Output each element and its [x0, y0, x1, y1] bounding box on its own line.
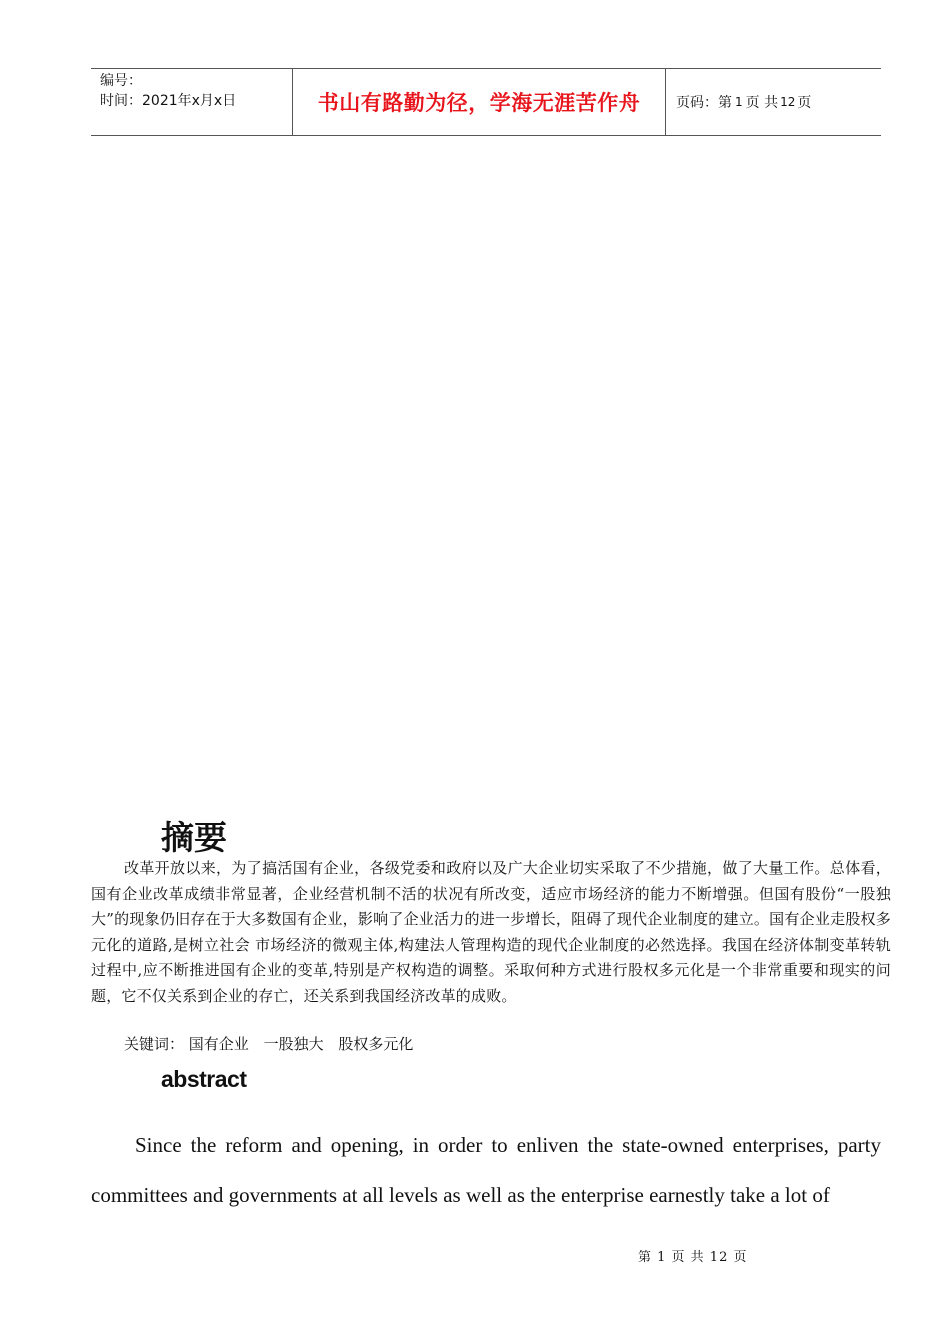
page-label-prefix: 页码：第 [676, 95, 732, 111]
abstract-english-heading: abstract [161, 1066, 247, 1092]
keywords-line [124, 1033, 423, 1054]
header-page-info [666, 69, 881, 135]
page-footer: 第 1 页 共 12 页 [638, 1250, 748, 1265]
document-header [91, 68, 881, 136]
page-total: 12 [780, 95, 796, 109]
page-label-mid: 页 共 [745, 95, 779, 111]
header-meta [91, 69, 293, 135]
page-current: 1 [735, 95, 743, 109]
keyword-item: 国有企业 [188, 1035, 249, 1053]
keywords-label: 关键词： [124, 1035, 185, 1053]
abstract-english [91, 1120, 881, 1220]
abstract-title: 摘要 [161, 818, 227, 857]
abstract-chinese-paragraph: 改革开放以来，为了搞活国有企业，各级党委和政府以及广大企业切实采取了不少措施，做了大量工作。总体看，国有企业改革成绩非常显著，企业经营机制不活的状况有所改变，适应市场经济的能力不断增强。但国有股份“一股独大”的现象仍旧存在于大多数国有企业，影响了企业活力的进一步增长，阻碍了现代企业制度的建立。国有企业走股权多元化的道路,是树立社会 市场经济的微观主体,构建法人管理构造的现代企业制度的必然选择。我国在经济体制变革转轨过程中,应不断推进国有企业的变革,特别是产权构造的调整。采取何种方式进行股权多元化是一个非常重要和现实的问题，它不仅关系到企业的存亡，还关系到我国经济改革的成败。 [91, 859, 891, 1005]
document-number-label: 编号： [100, 73, 142, 89]
keyword-item: 一股独大 [263, 1035, 324, 1053]
abstract-chinese [91, 856, 891, 1009]
header-motto: 书山有路勤为径，学海无涯苦作舟 [293, 69, 666, 135]
keyword-item: 股权多元化 [338, 1035, 414, 1053]
document-time-label: 时间：2021年x月x日 [100, 93, 237, 109]
abstract-english-paragraph: Since the reform and opening, in order to enliven the state-owned enterprises, party committees and governments at all levels as well as the enterprise earnestly take a lot of [91, 1133, 881, 1207]
page-label-suffix: 页 [797, 95, 812, 111]
